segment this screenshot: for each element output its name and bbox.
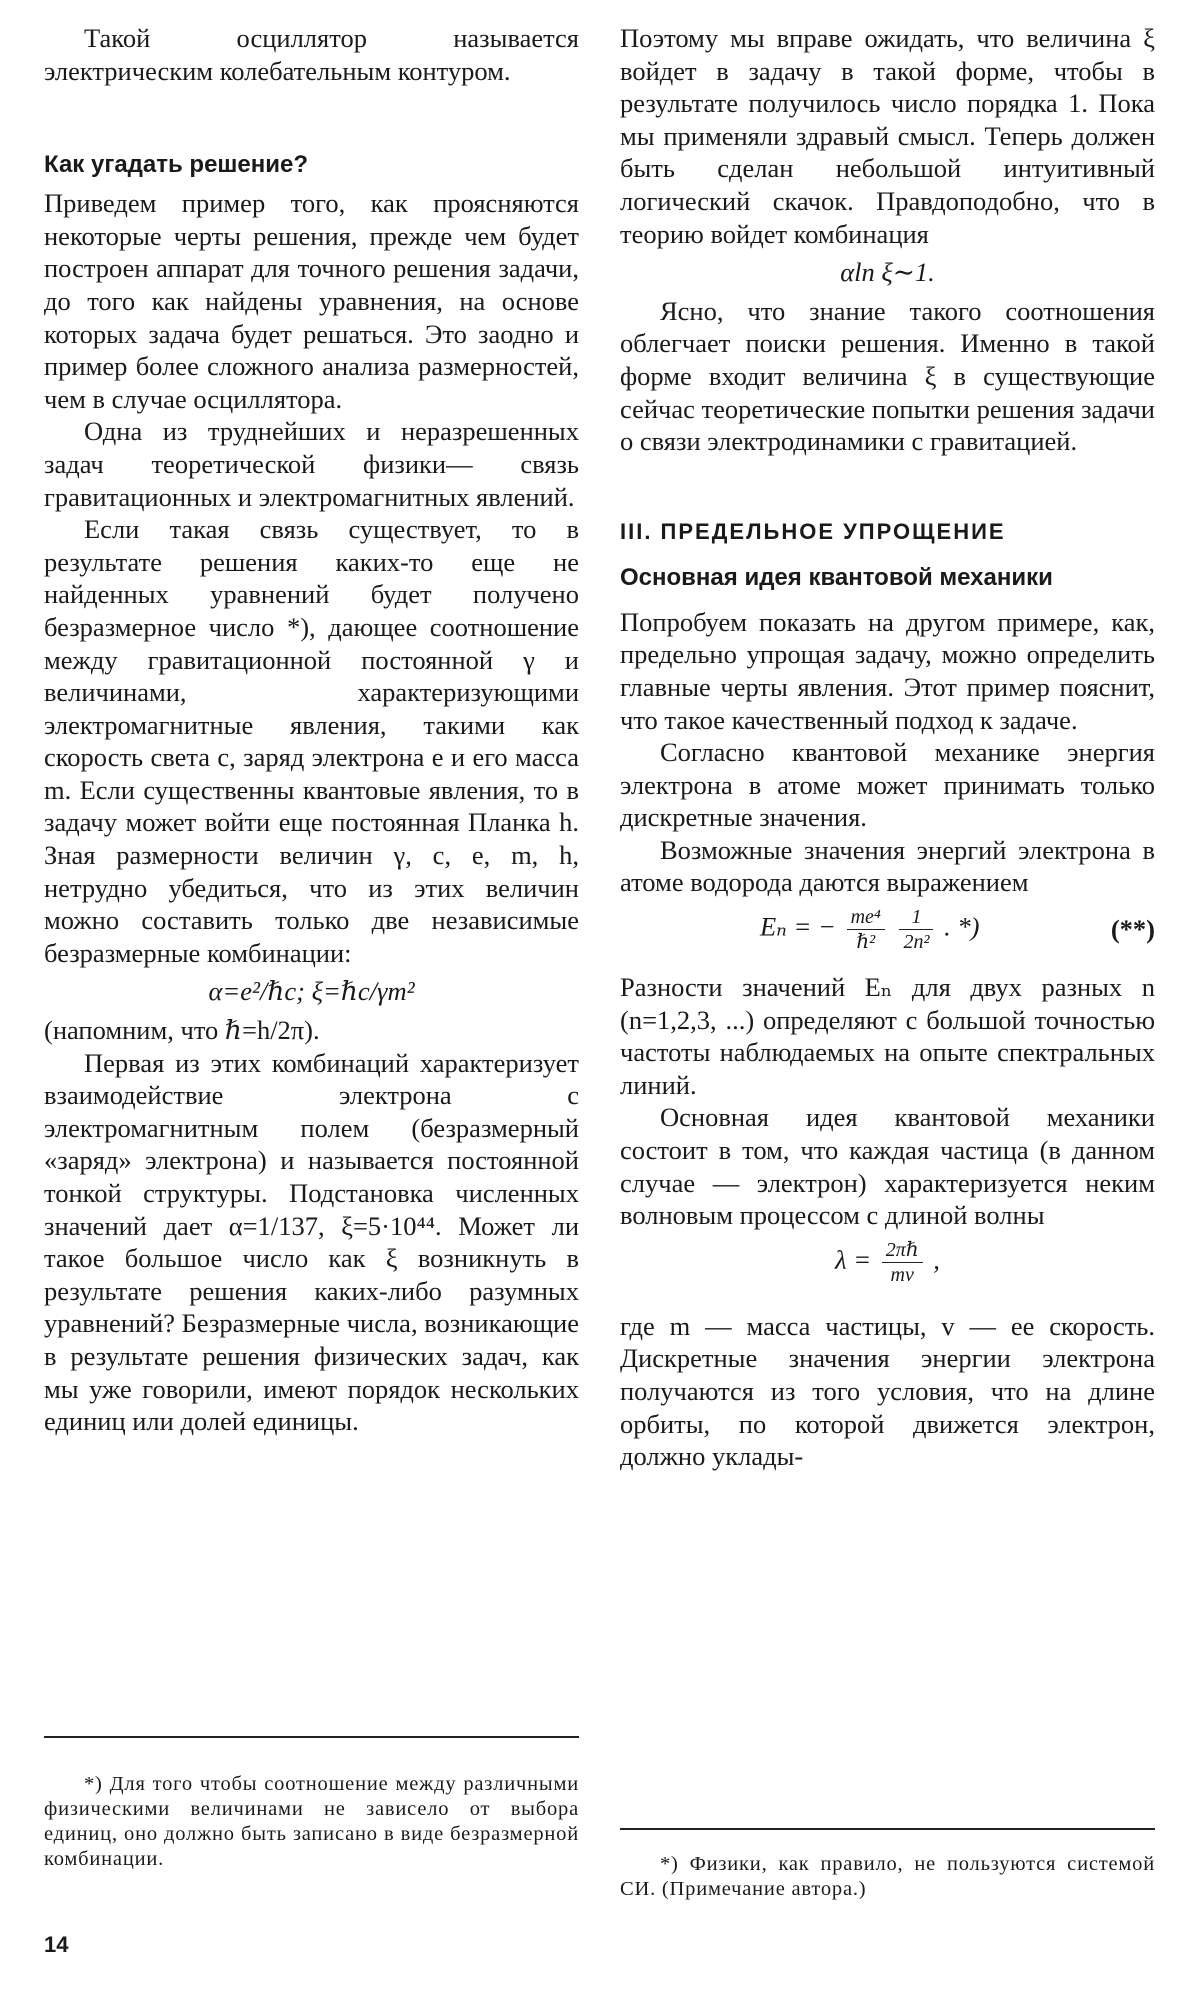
energy-lhs: Eₙ = − [760,911,836,942]
left-paragraph-3: Одна из труднейших и неразрешенных задач теоретической физики— связь гравитационных и электромагнитных явлений. [44,416,579,512]
right-footnote: *) Физики, как правило, не пользуются системой СИ. (Примечание автора.) [620,1853,1155,1900]
section-title: III. ПРЕДЕЛЬНОЕ УПРОЩЕНИЕ [620,518,1006,544]
alpha-ln-xi-formula: αln ξ∼1. [840,257,935,288]
wavelength-tail: , [933,1244,940,1275]
left-footnote: *) Для того чтобы соотношение между различными физическими величинами не зависело от выбора единиц, оно должно быть записано в виде безразмерной комбинации. [44,1773,579,1870]
right-paragraph-3: Попробуем показать на другом примере, как, предельно упрощая задачу, можно определить главные черты явления. Этот пример пояснит, что такое качественный подход к задаче. [620,606,1155,735]
energy-fraction-2: $\frac{1}{\text{2n²}}$ [899,905,933,954]
energy-tail: . *) [944,911,980,942]
wavelength-fraction: $\frac{\text{2πℏ}}{mv}$ [882,1238,923,1287]
left-paragraph-4: Если такая связь существует, то в результате решения каких-то еще не найденных уравнений будет получено безразмерное число *), дающее соотношение между гравитационной постоянной γ и величинами, характеризующими электромагнитные явления, такими как скорость света c, заряд электрона e и его масса m. Если существенны квантовые явления, то в задачу может войти еще постоянная Планка h. Зная размерности величин γ, c, e, m, h, нетрудно убедиться, что из этих величин можно составить только две независимые безразмерные комбинации: [44,514,579,968]
right-paragraph-2: Ясно, что знание такого соотношения облегчает поиски решения. Именно в такой форме входит величина ξ в существующие сейчас теоретические попытки решения задачи о связи электродинамики с гравитацией. [620,295,1155,457]
left-column [44,22,579,1438]
energy-fraction-1: $\frac{\text{me⁴}}{\text{ℏ²}}$ [847,905,885,954]
right-paragraph-7: Основная идея квантовой механики состоит в том, что каждая частица (в данном случае — электрон) характеризуется неким волновым процессом с длиной волны [620,1102,1155,1231]
left-footnote-rule [44,1736,579,1738]
left-paragraph-5: (напомним, что ℏ=h/2π). [44,1015,320,1046]
energy-equation [620,899,1155,971]
left-heading: Как угадать решение? [44,151,309,179]
alpha-xi-formula: α=e²/ℏc; ξ=ℏc/γm² [208,976,415,1007]
left-paragraph-2: Приведем пример того, как проясняются некоторые черты решения, прежде чем будет построен аппарат для точного решения задачи, до того как найдены уравнения, на основе которых задача будет решаться. Это заодно и пример более сложного анализа размерностей, чем в случае осциллятора. [44,188,579,414]
wavelength-equation [620,1238,1155,1304]
right-paragraph-4: Согласно квантовой механике энергия электрона в атоме может принимать только дискретные значения. [620,737,1155,833]
right-paragraph-1: Поэтому мы вправе ожидать, что величина ξ войдет в задачу в такой форме, чтобы в результате получилось число порядка 1. Пока мы применяли здравый смысл. Теперь должен быть сделан небольшой интуитивный логический скачок. Правдоподобно, что в теорию войдет комбинация [620,23,1155,249]
left-paragraph-1: Такой осциллятор называется электрическим колебательным контуром. [44,23,579,86]
right-paragraph-5: Возможные значения энергий электрона в атоме водорода даются выражением [620,834,1155,898]
right-paragraph-8: где m — масса частицы, v — ее скорость. Дискретные значения энергии электрона получаются из того условия, что на длине орбиты, по которой движется электрон, должно уклады- [620,1310,1155,1472]
wavelength-lhs: λ = [835,1244,872,1275]
right-column [620,22,1155,1473]
left-paragraph-6: Первая из этих комбинаций характеризует взаимодействие электрона с электромагнитным полем (безразмерный «заряд» электрона) и называется постоянной тонкой структуры. Подстановка численных значений дает α=1/137, ξ=5·10⁴⁴. Может ли такое большое число как ξ возникнуть в результате решения каких-либо разумных уравнений? Безразмерные числа, возникающие в результате решения физических задач, как мы уже говорили, имеют порядок нескольких единиц или долей единицы. [44,1047,579,1437]
page-number: 14 [44,1932,69,1957]
right-footnote-rule [620,1828,1155,1830]
equation-tag: (**) [1110,914,1155,945]
right-heading: Основная идея квантовой механики [620,563,1053,591]
right-paragraph-6: Разности значений Eₙ для двух разных n (n=1,2,3, ...) определяют с большой точностью частоты наблюдаемых на опыте спектральных линий. [620,972,1155,1100]
